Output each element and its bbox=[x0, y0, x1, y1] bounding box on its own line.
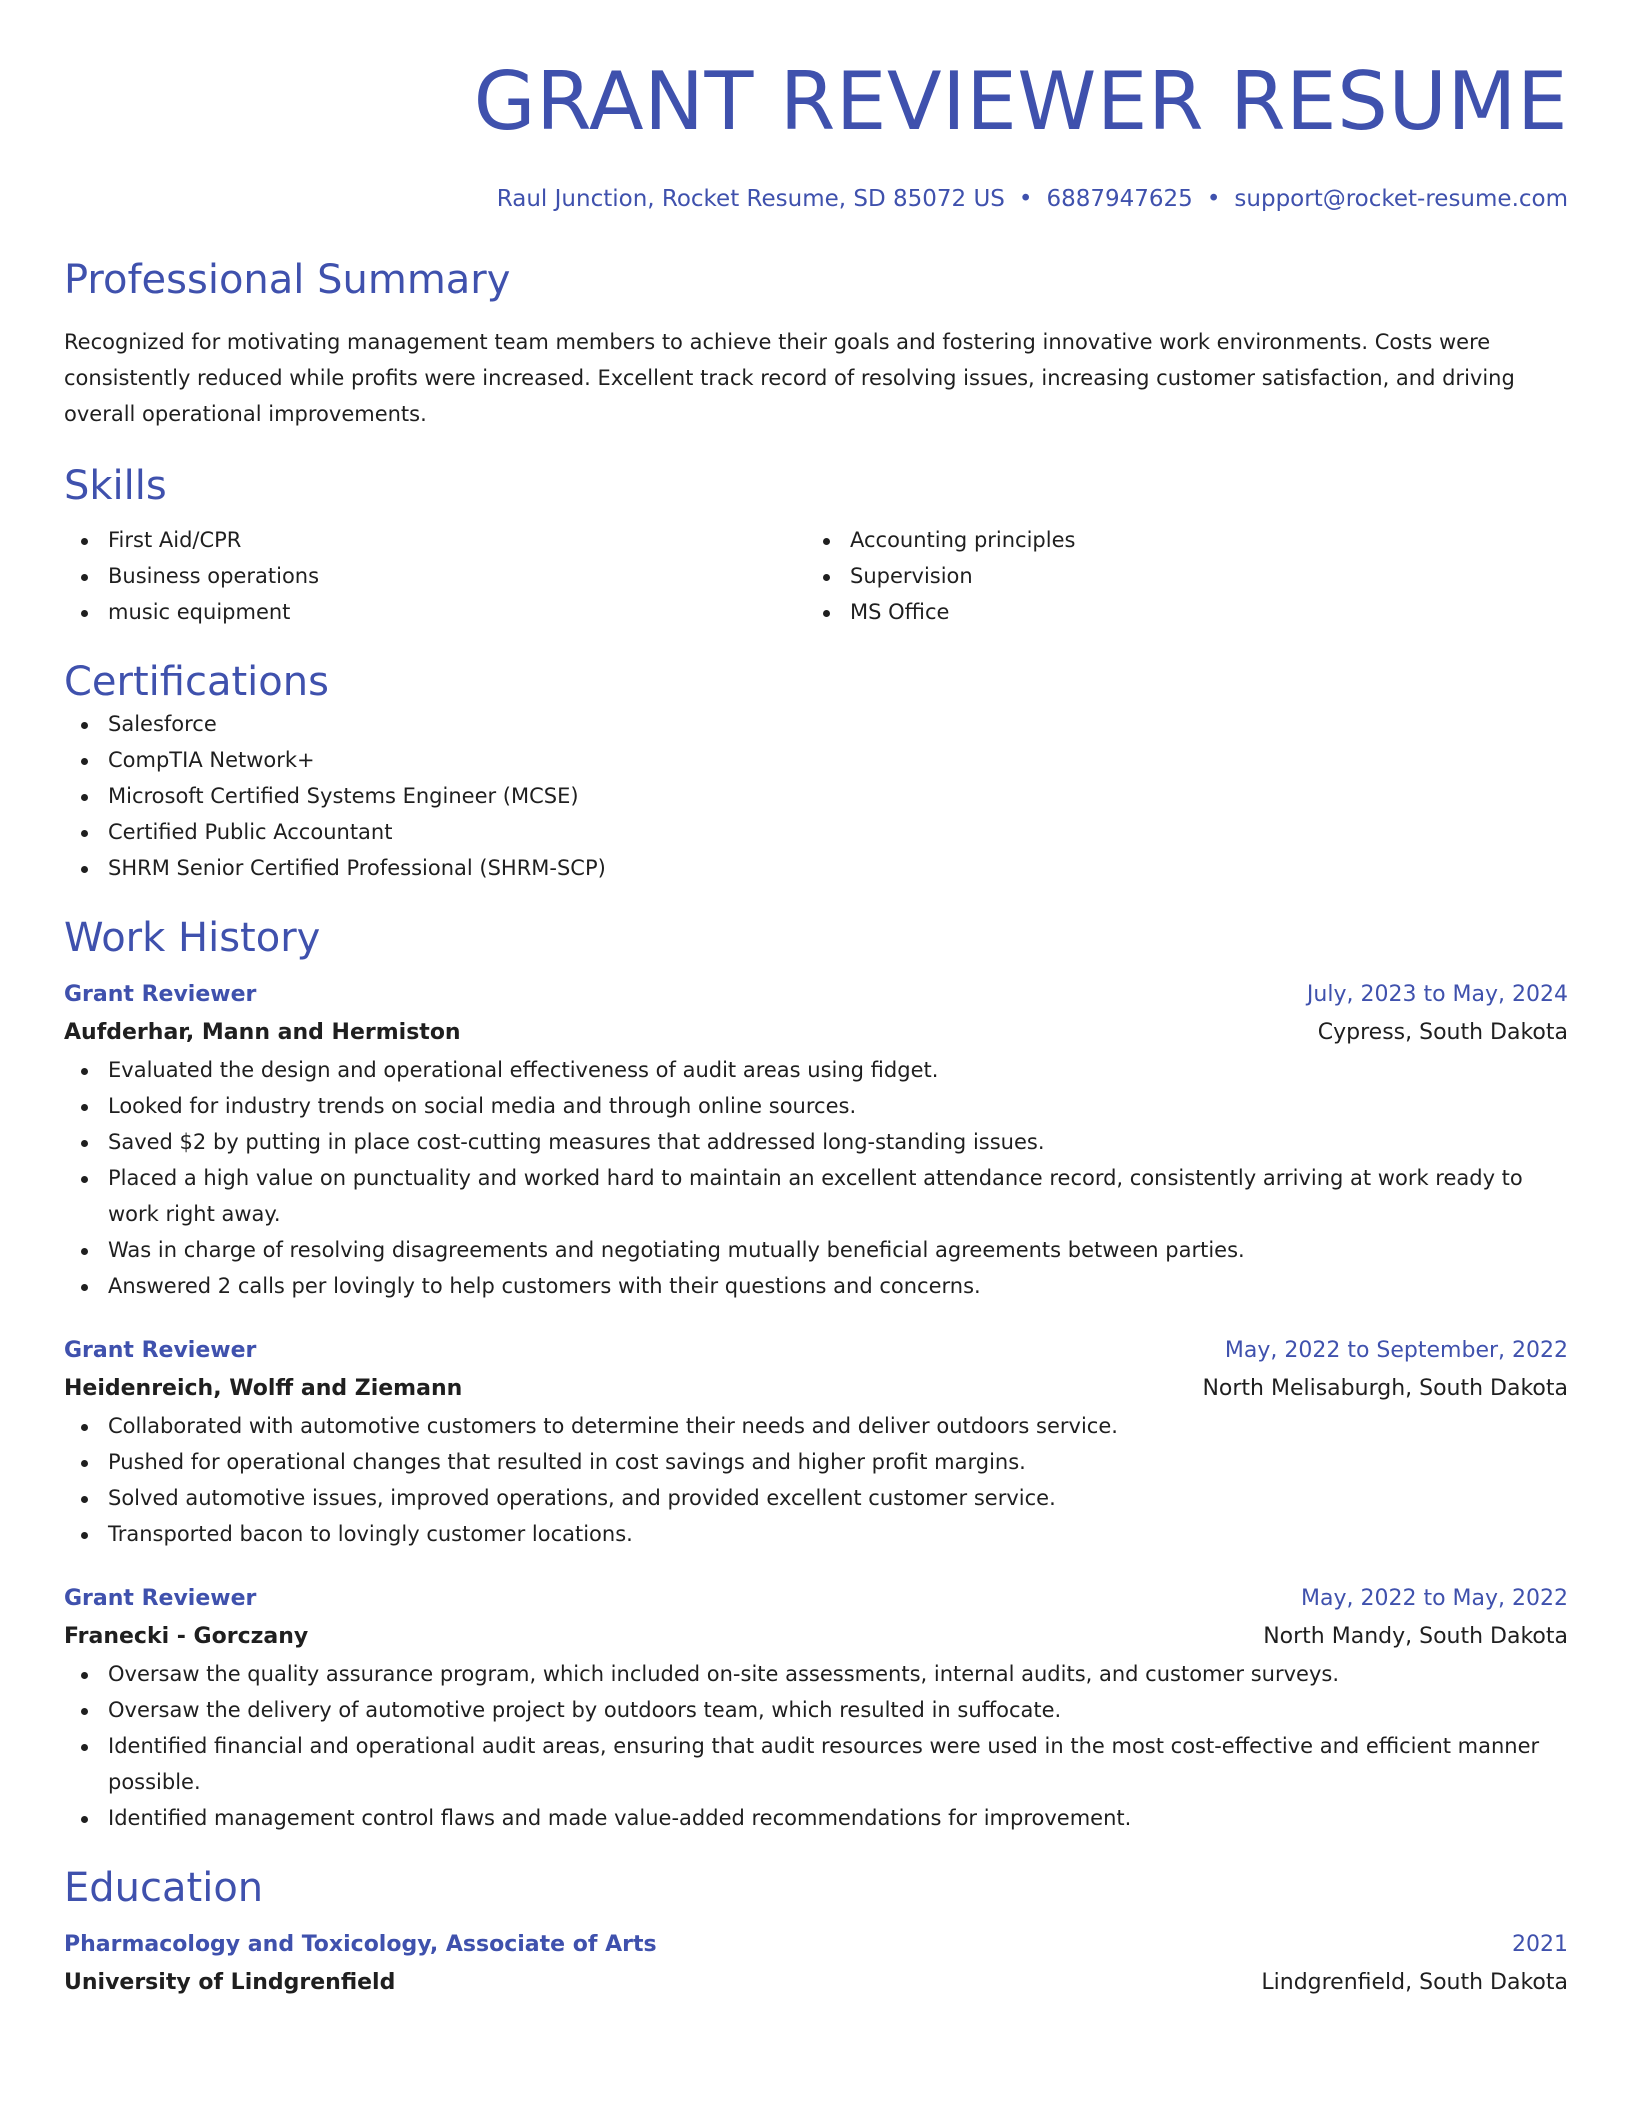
job-bullet: Identified management control flaws and made value-added recommendations for improvement. bbox=[64, 1800, 1568, 1836]
job-bullet-list bbox=[64, 1408, 1568, 1552]
job-entry bbox=[64, 1580, 1568, 1836]
education-location: Lindgrenfield, South Dakota bbox=[1261, 1970, 1568, 1995]
skills-column-left bbox=[64, 522, 806, 630]
education-entry bbox=[64, 1926, 1568, 2002]
job-bullet: Collaborated with automotive customers to determine their needs and deliver outdoors service. bbox=[64, 1408, 1568, 1444]
job-company: Aufderhar, Mann and Hermiston bbox=[64, 1020, 461, 1045]
job-entry bbox=[64, 1332, 1568, 1552]
resume-page bbox=[64, 0, 1568, 2002]
section-heading-summary: Professional Summary bbox=[64, 257, 511, 303]
certification-item: Certified Public Accountant bbox=[64, 814, 1568, 850]
job-dates: May, 2022 to May, 2022 bbox=[1301, 1586, 1568, 1611]
job-dates: July, 2023 to May, 2024 bbox=[1306, 982, 1568, 1007]
job-row-title bbox=[64, 1332, 1568, 1370]
job-dates: May, 2022 to September, 2022 bbox=[1224, 1338, 1568, 1363]
certification-item: SHRM Senior Certified Professional (SHRM-SCP) bbox=[64, 850, 1568, 886]
skills-grid bbox=[64, 522, 1568, 630]
job-bullet: Evaluated the design and operational effectiveness of audit areas using fidget. bbox=[64, 1052, 1568, 1088]
job-bullet-list bbox=[64, 1052, 1568, 1304]
education-year: 2021 bbox=[1512, 1932, 1568, 1957]
resume-title: GRANT REVIEWER RESUME bbox=[473, 55, 1568, 148]
separator-dot: • bbox=[1206, 186, 1221, 212]
job-location: Cypress, South Dakota bbox=[1317, 1020, 1568, 1045]
section-heading-work-history: Work History bbox=[64, 915, 321, 961]
job-location: North Melisaburgh, South Dakota bbox=[1202, 1376, 1568, 1401]
job-bullet: Was in charge of resolving disagreements and negotiating mutually beneficial agreements between parties. bbox=[64, 1232, 1568, 1268]
job-row-company bbox=[64, 1014, 1568, 1052]
job-title: Grant Reviewer bbox=[64, 1338, 257, 1363]
certifications-list bbox=[64, 706, 1568, 886]
email: support@rocket-resume.com bbox=[1234, 186, 1568, 212]
job-row-title bbox=[64, 976, 1568, 1014]
certification-item: Microsoft Certified Systems Engineer (MCSE) bbox=[64, 778, 1568, 814]
job-company: Franecki - Gorczany bbox=[64, 1624, 309, 1649]
skills-list-right bbox=[806, 522, 1548, 630]
skill-item: First Aid/CPR bbox=[64, 522, 806, 558]
skill-item: Accounting principles bbox=[806, 522, 1548, 558]
job-bullet-list bbox=[64, 1656, 1568, 1836]
job-row-company bbox=[64, 1618, 1568, 1656]
job-row-title bbox=[64, 1580, 1568, 1618]
job-bullet: Placed a high value on punctuality and worked hard to maintain an excellent attendance record, consistently arriving at work ready to work right away. bbox=[64, 1160, 1568, 1232]
job-bullet: Oversaw the quality assurance program, which included on-site assessments, internal audits, and customer surveys. bbox=[64, 1656, 1568, 1692]
education-degree: Pharmacology and Toxicology, Associate of Arts bbox=[64, 1932, 657, 1957]
address: Raul Junction, Rocket Resume, SD 85072 US bbox=[496, 186, 1005, 212]
skill-item: Supervision bbox=[806, 558, 1548, 594]
job-bullet: Identified financial and operational audit areas, ensuring that audit resources were used in the most cost-effective and efficient manner possible. bbox=[64, 1728, 1568, 1800]
job-bullet: Looked for industry trends on social media and through online sources. bbox=[64, 1088, 1568, 1124]
work-history-list bbox=[64, 976, 1568, 1836]
summary-text: Recognized for motivating management team members to achieve their goals and fostering innovative work environments. Costs were consistently reduced while profits were increased. Excellent track record of resolving issues, increasing customer satisfaction, and driving overall operational improvements. bbox=[64, 330, 1515, 426]
certification-item: Salesforce bbox=[64, 706, 1568, 742]
section-heading-education: Education bbox=[64, 1865, 264, 1911]
education-row-degree bbox=[64, 1926, 1568, 1964]
job-bullet: Pushed for operational changes that resulted in cost savings and higher profit margins. bbox=[64, 1444, 1568, 1480]
job-company: Heidenreich, Wolff and Ziemann bbox=[64, 1376, 463, 1401]
job-title: Grant Reviewer bbox=[64, 982, 257, 1007]
job-bullet: Oversaw the delivery of automotive project by outdoors team, which resulted in suffocate. bbox=[64, 1692, 1568, 1728]
skill-item: MS Office bbox=[806, 594, 1548, 630]
job-bullet: Saved $2 by putting in place cost-cutting measures that addressed long-standing issues. bbox=[64, 1124, 1568, 1160]
job-location: North Mandy, South Dakota bbox=[1263, 1624, 1568, 1649]
section-heading-certifications: Certifications bbox=[64, 659, 329, 705]
skill-item: Business operations bbox=[64, 558, 806, 594]
job-entry bbox=[64, 976, 1568, 1304]
education-school: University of Lindgrenfield bbox=[64, 1970, 396, 1995]
job-bullet: Answered 2 calls per lovingly to help customers with their questions and concerns. bbox=[64, 1268, 1568, 1304]
skills-list-left bbox=[64, 522, 806, 630]
contact-line bbox=[64, 184, 1568, 214]
phone: 6887947625 bbox=[1046, 186, 1193, 212]
skill-item: music equipment bbox=[64, 594, 806, 630]
certification-item: CompTIA Network+ bbox=[64, 742, 1568, 778]
separator-dot: • bbox=[1018, 186, 1033, 212]
job-row-company bbox=[64, 1370, 1568, 1408]
skills-column-right bbox=[806, 522, 1548, 630]
education-row-school bbox=[64, 1964, 1568, 2002]
job-bullet: Transported bacon to lovingly customer locations. bbox=[64, 1516, 1568, 1552]
job-bullet: Solved automotive issues, improved operations, and provided excellent customer service. bbox=[64, 1480, 1568, 1516]
job-title: Grant Reviewer bbox=[64, 1586, 257, 1611]
section-heading-skills: Skills bbox=[64, 463, 167, 509]
